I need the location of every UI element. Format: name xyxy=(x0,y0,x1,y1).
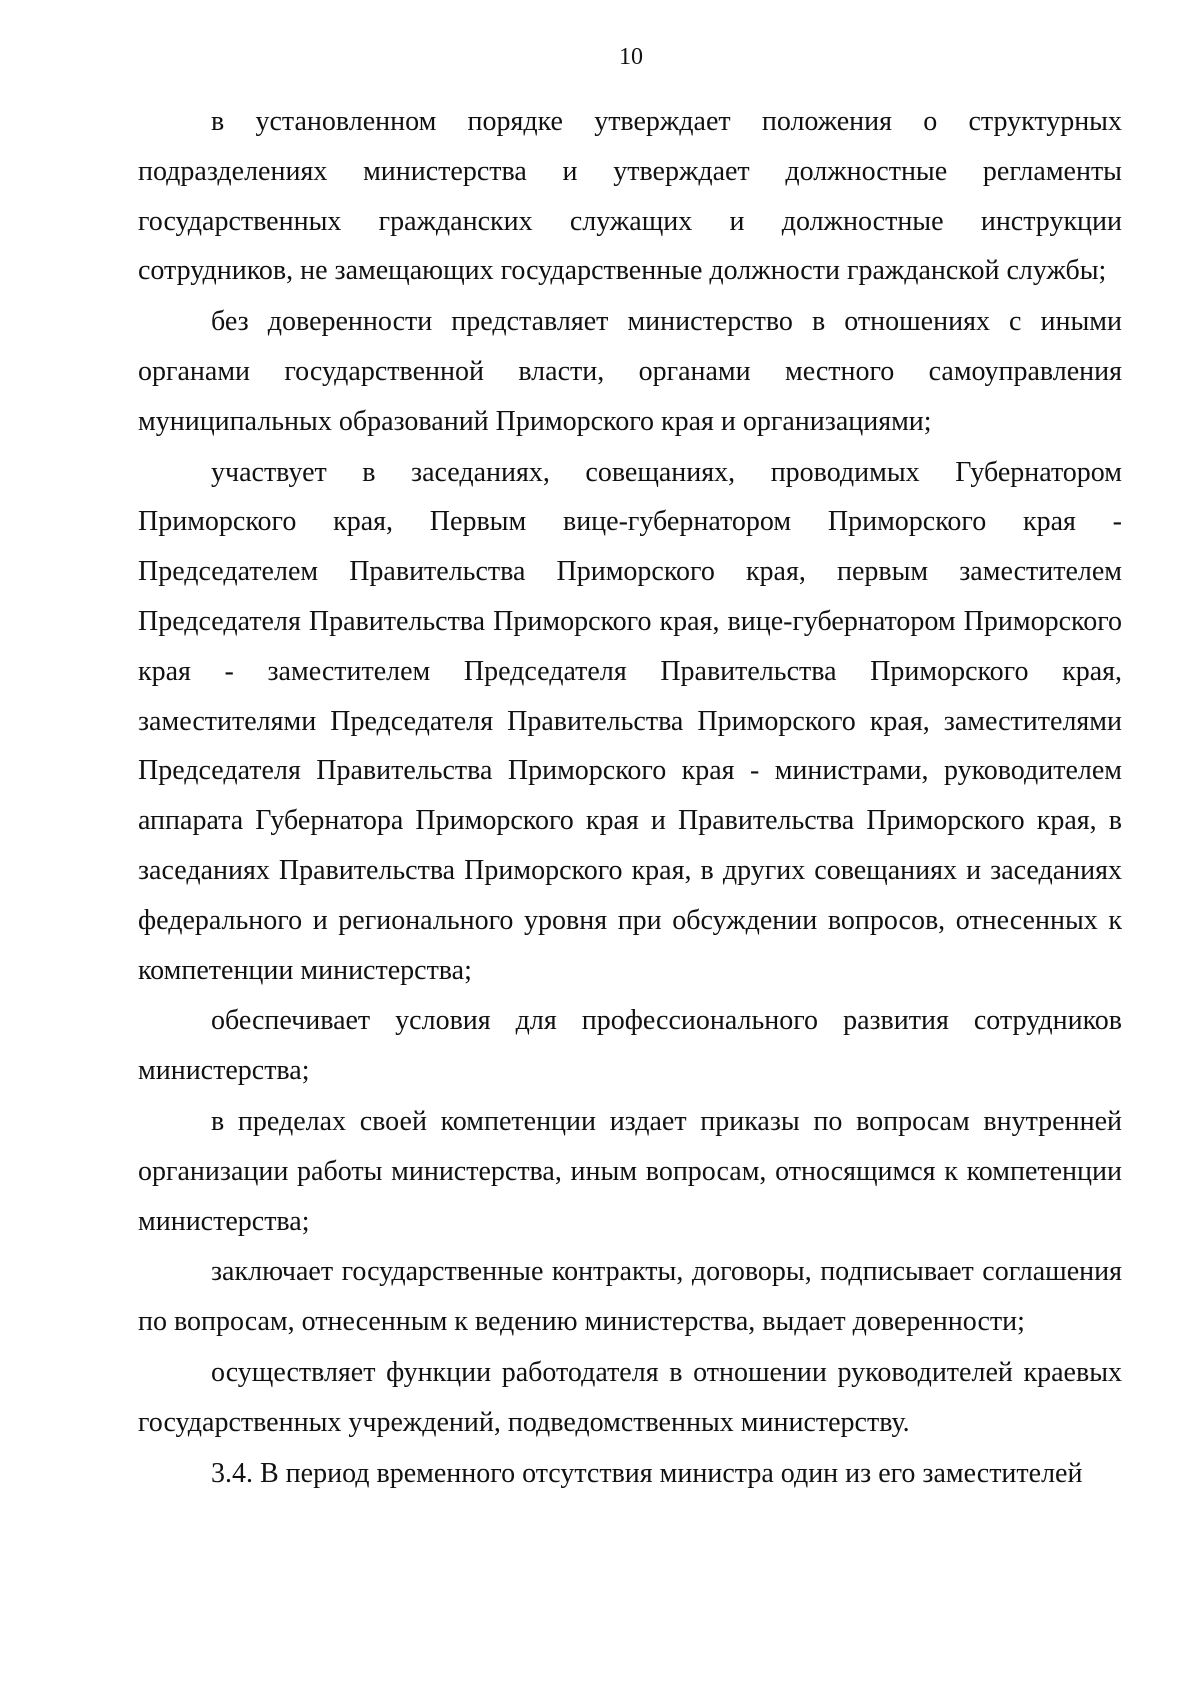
paragraph-approves-regulations: в установленном порядке утверждает положения о структурных подразделениях министерства и утверждает должностные регламенты государственных гражданских служащих и должностные инструкции сотрудников, не замещающих государственные должности гражданской службы; xyxy=(138,106,1122,287)
paragraph-issues-orders: в пределах своей компетенции издает приказы по вопросам внутренней организации работы министерства, иным вопросам, относящимся к компетенции министерства; xyxy=(138,1105,1122,1237)
paragraph-employer-functions: осуществляет функции работодателя в отношении руководителей краевых государственных учреждений, подведомственных министерству. xyxy=(138,1356,1122,1438)
paragraph-professional-development: обеспечивает условия для профессионального развития сотрудников министерства; xyxy=(138,1005,1122,1087)
paragraph-concludes-contracts: заключает государственные контракты, договоры, подписывает соглашения по вопросам, отнесенным к ведению министерства, выдает доверенности; xyxy=(138,1256,1122,1338)
page-number: 10 xyxy=(619,44,643,70)
paragraph-section-3-4: 3.4. В период временного отсутствия министра один из его заместителей xyxy=(211,1457,1083,1489)
paragraph-represents-ministry: без доверенности представляет министерство в отношениях с иными органами государственной власти, органами местного самоуправления муниципальных образований Приморского края и организациями; xyxy=(138,306,1122,437)
document-body xyxy=(138,97,1122,1499)
paragraph-participates-meetings: участвует в заседаниях, совещаниях, проводимых Губернатором Приморского края, Первым вице-губернатором Приморского края - Председателем Правительства Приморского края, первым заместителем Председателя Правительства Приморского края, вице-губернатором Приморского края - заместителем Председателя Правительства Приморского края, заместителями Председателя Правительства Приморского края, заместителями Председателя Правительства Приморского края - министрами, руководителем аппарата Губернатора Приморского края и Правительства Приморского края, в заседаниях Правительства Приморского края, в других совещаниях и заседаниях федерального и регионального уровня при обсуждении вопросов, отнесенных к компетенции министерства; xyxy=(138,456,1122,986)
